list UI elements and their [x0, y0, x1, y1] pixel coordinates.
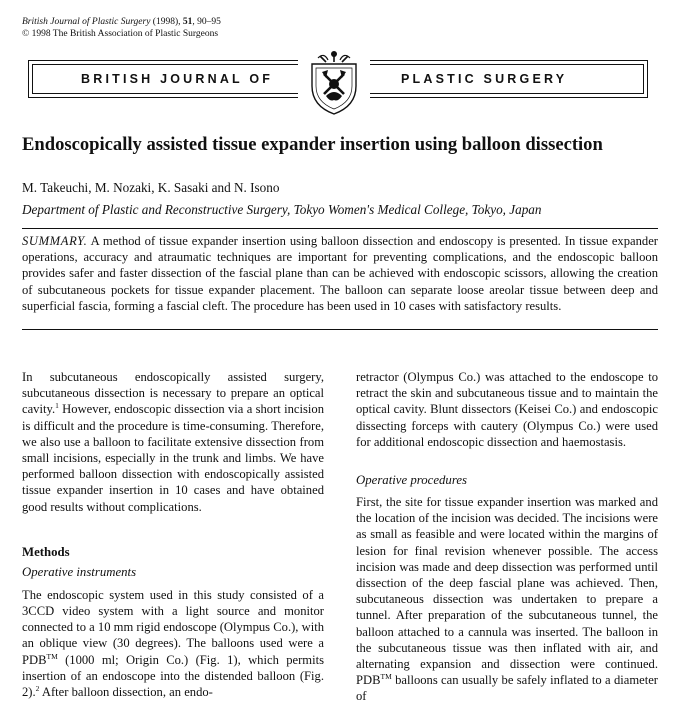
article-title: Endoscopically assisted tissue expander insertion using balloon dissection	[22, 134, 603, 155]
right-column	[356, 369, 658, 705]
author-list: M. Takeuchi, M. Nozaki, K. Sasaki and N. Isono	[22, 180, 280, 195]
summary-abstract	[22, 233, 658, 314]
summary-text: A method of tissue expander insertion using balloon dissection and endoscopy is presented. In tissue expander operations, accuracy and atraumatic techniques are important for preventing complications, and the endoscopic balloon provides safer and faster dissection of the fascial plane than can be achieved with endoscopic scissors, allowing the creation of subcutaneous pockets for tissue expander placement. The balloon can separate loose areolar tissue between deep and superficial fascia, forming a fascial cleft. The procedure has been used in 10 cases with satisfactory results.	[22, 234, 658, 313]
reference-superscript: 1	[55, 401, 59, 411]
summary-bottom-rule	[22, 329, 658, 330]
summary-top-rule	[22, 228, 658, 229]
trademark-superscript: TM	[380, 672, 392, 682]
trademark-superscript: TM	[46, 651, 58, 661]
citation-block	[22, 16, 221, 40]
left-column	[22, 369, 324, 700]
banner-title-right: PLASTIC SURGERY	[401, 72, 568, 86]
volume-number: 51	[182, 17, 193, 27]
procedures-paragraph: First, the site for tissue expander insertion was marked and the location of the incision was decided. The incisions were as small as feasible and were located within the margins of lesion for final revision whenever possible. The access incision was made and deep dissection was performed until dissection of the deep fascial plane was achieved. Then, subcutaneous dissection was undertaken to prepare a tunnel. After preparation of the subcutaneous tunnel, the balloon attached to a cannula was inserted. The balloon in the subcutaneous tissue was then inflated with air, and alternating expansion and dissection were continued. PDB™ balloons can usually be safely inflated to a diameter of	[356, 495, 658, 704]
intro-paragraph: In subcutaneous endoscopically assisted surgery, subcutaneous dissection is necessary to prepare an optical cavity.$^1$ However, endoscopic dissection via a short incision is difficult and the procedure is time-consuming. Therefore, we also use a balloon to facilitate extensive dissection from small incisions, especially in the trunk and limbs. We have performed balloon dissection with endoscopically assisted tissue expander insertion in 10 cases and have obtained good results without complications.	[22, 370, 324, 514]
continued-paragraph: retractor (Olympus Co.) was attached to the endoscope to retract the skin and subcutaneous tissue and to maintain the optical cavity. Blunt dissectors (Keisei Co.) and endoscopic dissecting forceps with cautery (Olympus Co.) were used for additional endoscopic dissection and haemostasis.	[356, 370, 658, 449]
procedures-subheading: Operative procedures	[356, 473, 467, 488]
heraldic-crest-icon	[298, 48, 370, 118]
methods-heading: Methods	[22, 544, 70, 559]
reference-superscript: 2	[35, 683, 40, 693]
banner-title-left: BRITISH JOURNAL OF	[81, 72, 274, 86]
instruments-subheading: Operative instruments	[22, 564, 137, 579]
citation-line: British Journal of Plastic Surgery (1998), 51, 90–95	[22, 17, 221, 27]
instruments-paragraph: The endoscopic system used in this study consisted of a 3CCD video system with a light source and monitor connected to a 10 mm rigid endoscope (Olympus Co.), with an oblique view (30 degrees). The balloons used were a PDB™ (1000 ml; Origin Co.) (Fig. 1), which permits insertion of an endoscope into the distended balloon (Fig. 2).$^2$ After balloon dissection, an endo-	[22, 587, 324, 700]
journal-name: British Journal of Plastic Surgery	[22, 17, 151, 27]
affiliation: Department of Plastic and Reconstructive Surgery, Tokyo Women's Medical College, Tokyo, Japan	[22, 202, 542, 217]
copyright-line: © 1998 The British Association of Plastic Surgeons	[22, 29, 219, 39]
summary-label: SUMMARY.	[22, 234, 88, 248]
